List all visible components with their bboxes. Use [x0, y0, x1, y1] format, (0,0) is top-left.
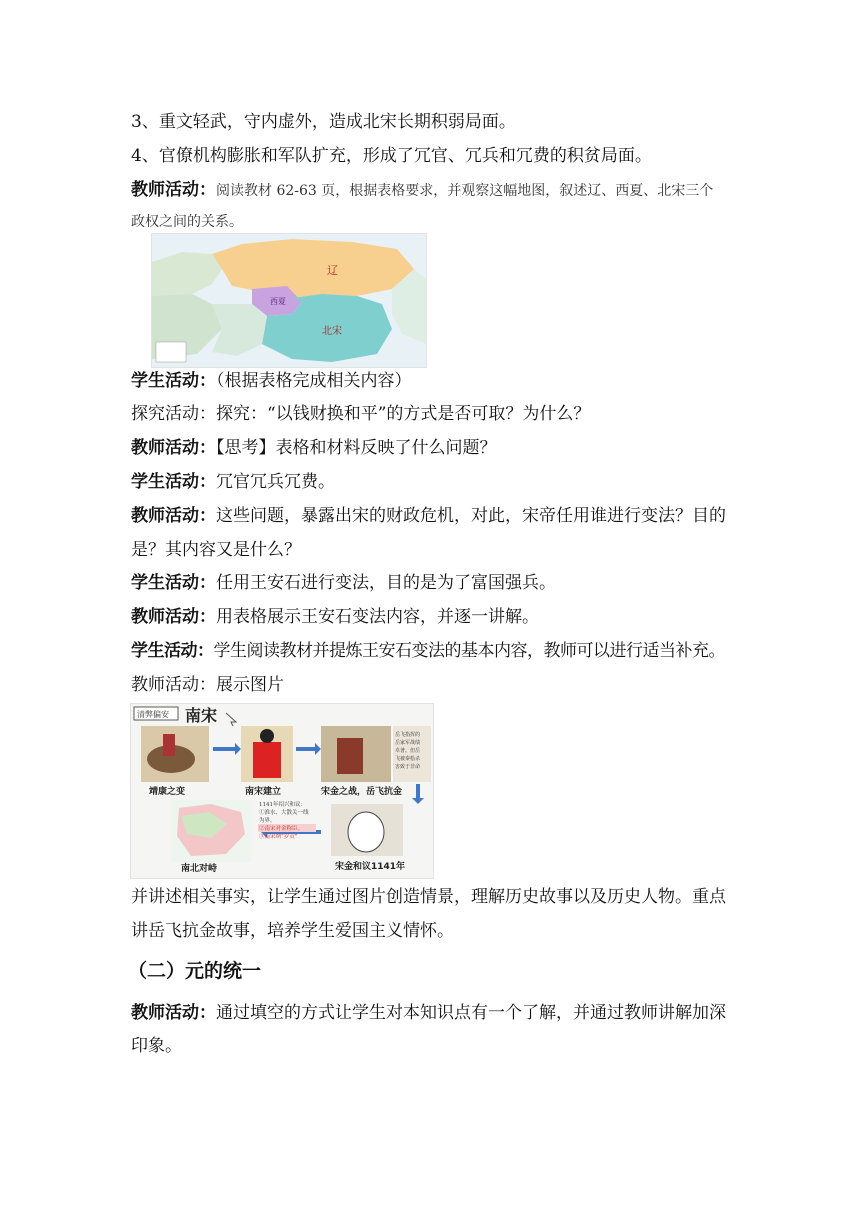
map-label-beisong: 北宋: [322, 326, 342, 337]
song-liao-xixia-map: [151, 233, 427, 368]
treaty-line: 为界。: [259, 818, 276, 824]
heading-text: （二）元的统一: [128, 960, 262, 982]
text-content: 冗官冗兵冗费。: [216, 472, 335, 492]
note-line: 卓著。但岳: [395, 748, 421, 754]
text-content: 并讲述相关事实，让学生通过图片创造情景，理解历史故事以及历史人物。重点: [131, 887, 726, 907]
treaty-line: 1141年绍兴和议：: [259, 802, 306, 808]
text-content: 印象。: [131, 1036, 182, 1056]
activity-label: 学生活动：: [131, 641, 214, 661]
text-content: 是？其内容又是什么？: [131, 540, 301, 560]
text-content: 通过填空的方式让学生对本知识点有一个了解，并通过教师讲解加深: [216, 1003, 726, 1023]
treaty-line: ③南宋纳“岁贡”: [259, 834, 298, 840]
note-line: 岳家军战绩: [395, 740, 421, 746]
text-content: 【思考】表格和材料反映了什么问题？: [216, 438, 497, 458]
activity-label: 教师活动：: [131, 180, 216, 200]
text-content: 政权之间的关系。: [131, 214, 243, 230]
text-line: [131, 605, 539, 629]
text-content: 这些问题，暴露出宋的财政危机，对此，宋帝任用谁进行变法？目的: [216, 506, 726, 526]
text-line: [131, 402, 590, 426]
map-label-liao: 辽: [327, 264, 338, 277]
text-content: （根据表格完成相关内容）: [216, 371, 412, 391]
text-content: 探究活动：探究：“以钱财换和平”的方式是否可取？为什么？: [131, 404, 591, 424]
text-line: [131, 673, 284, 697]
text-content: 讲岳飞抗金故事，培养学生爱国主义情怀。: [131, 921, 454, 941]
text-line: [131, 436, 497, 460]
text-content: 任用王安石进行变法，目的是为了富国强兵。: [216, 573, 556, 593]
text-line: [131, 639, 725, 663]
caption: 靖康之变: [149, 787, 186, 797]
treaty-line: ②南宋对金称臣。: [259, 826, 304, 832]
caption: 南宋建立: [245, 787, 282, 797]
text-line: [131, 144, 652, 168]
text-content: 4、官僚机构膨胀和军队扩充，形成了冗官、冗兵和冗费的积贫局面。: [131, 146, 652, 166]
slide-title: 南宋: [185, 706, 218, 725]
activity-label: 教师活动：: [131, 506, 216, 526]
caption: 宋金之战，岳飞抗金: [321, 787, 403, 797]
southern-song-slide: [130, 703, 434, 879]
activity-label: 学生活动：: [131, 573, 216, 593]
note-line: 岳飞指挥的: [395, 732, 421, 738]
text-line: [131, 110, 516, 134]
text-line: [131, 1034, 182, 1058]
slide-tag: 清弊偏安: [137, 710, 169, 719]
text-content: 3、重文轻武，守内虚外，造成北宋长期积弱局面。: [131, 112, 516, 132]
text-content: 学生阅读教材并提炼王安石变法的基本内容，教师可以进行适当补充。: [213, 641, 725, 661]
text-line: [131, 571, 556, 595]
caption: 宋金和议1141年: [335, 862, 406, 872]
activity-label: 教师活动：: [131, 607, 216, 627]
text-line: [131, 1001, 726, 1025]
section-heading: [128, 959, 261, 983]
text-line: [131, 504, 726, 528]
text-content: 阅读教材 62-63 页，根据表格要求，并观察这幅地图，叙述辽、西夏、北宋三个: [216, 183, 714, 199]
activity-label: 教师活动：: [131, 438, 216, 458]
treaty-line: ①淮水、大散关一线: [259, 810, 309, 816]
text-line: [131, 885, 726, 909]
text-content: 教师活动：展示图片: [131, 675, 284, 695]
activity-label: 学生活动：: [131, 371, 216, 391]
text-line: [131, 178, 713, 203]
activity-label: 学生活动：: [131, 472, 216, 492]
text-content: 用表格展示王安石变法内容，并逐一讲解。: [216, 607, 539, 627]
text-line: [131, 919, 454, 943]
note-line: 飞被秦桧杀: [395, 756, 421, 762]
note-line: 害致于非命: [395, 764, 421, 770]
caption: 南北对峙: [181, 864, 218, 874]
map-label-xixia: 西夏: [270, 297, 286, 306]
text-line: [131, 470, 335, 494]
text-line: [131, 369, 412, 393]
text-line: [131, 538, 301, 562]
text-line: [131, 210, 243, 234]
activity-label: 教师活动：: [131, 1003, 216, 1023]
